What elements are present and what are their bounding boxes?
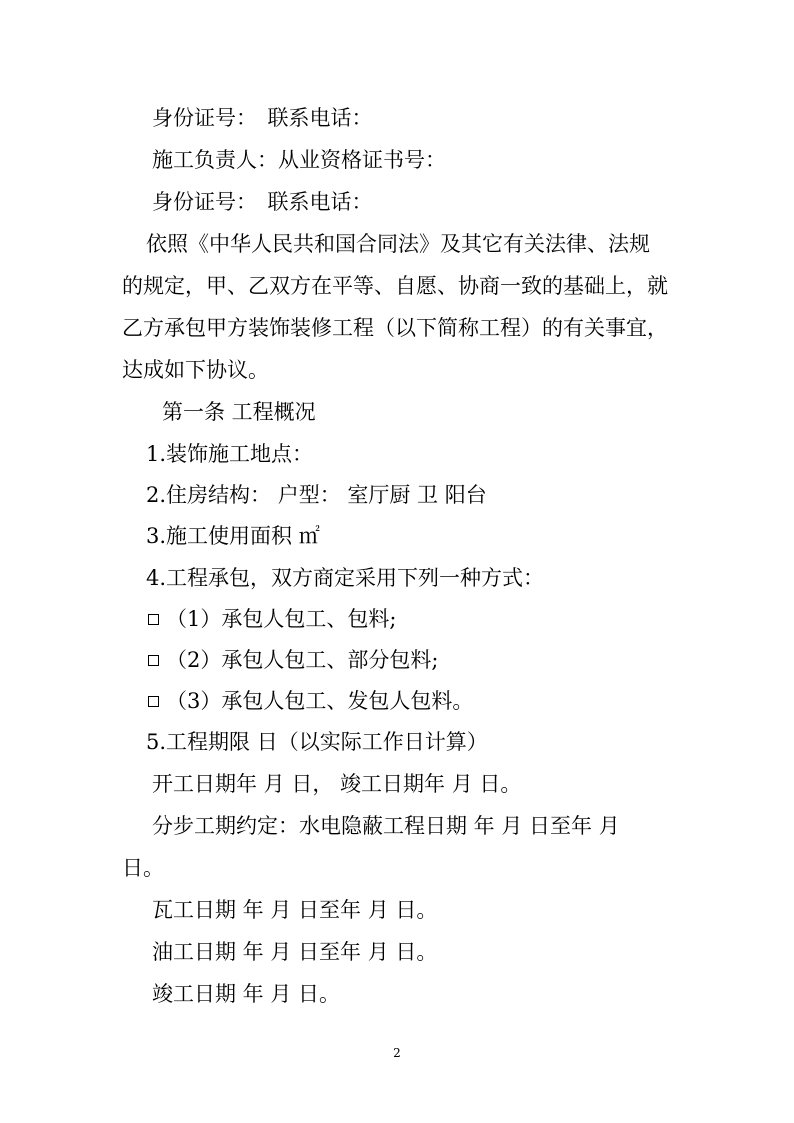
phase-plumbing-electrical-continued: 日。 xyxy=(122,856,164,880)
phase-tile-line: 瓦工日期 年 月 日至年 月 日。 xyxy=(152,898,438,922)
phase-plumbing-electrical-line: 分步工期约定：水电隐蔽工程日期 年 月 日至年 月 xyxy=(152,814,620,838)
option-3-line xyxy=(148,689,473,713)
construction-manager-line: 施工负责人：从业资格证书号： xyxy=(152,148,446,172)
id-phone-line-1: 身份证号： 联系电话： xyxy=(152,106,373,130)
option-1-checkbox[interactable] xyxy=(148,614,159,625)
option-2-label: （2）承包人包工、部分包料; xyxy=(166,648,439,672)
phase-paint-line: 油工日期 年 月 日至年 月 日。 xyxy=(152,940,438,964)
phase-completion-line: 竣工日期 年 月 日。 xyxy=(152,982,341,1006)
option-2-line xyxy=(148,648,438,672)
id-phone-line-2: 身份证号： 联系电话： xyxy=(152,190,373,214)
option-2-checkbox[interactable] xyxy=(148,655,159,666)
option-3-checkbox[interactable] xyxy=(148,696,159,707)
item-4-contract-mode: 4.工程承包，双方商定采用下列一种方式： xyxy=(146,566,545,590)
option-1-line xyxy=(148,607,396,631)
item-2-housing-structure: 2.住房结构： 户型： 室厅厨 卫 阳台 xyxy=(146,483,487,507)
start-end-dates-line: 开工日期年 月 日， 竣工日期年 月 日。 xyxy=(152,772,522,796)
item-3-usable-area: 3.施工使用面积 ㎡ xyxy=(146,524,320,548)
item-5-project-period: 5.工程期限 日（以实际工作日计算） xyxy=(146,730,488,754)
preamble-line-4: 达成如下协议。 xyxy=(122,358,269,382)
option-3-label: （3）承包人包工、发包人包料。 xyxy=(166,689,474,713)
preamble-line-3: 乙方承包甲方装饰装修工程（以下简称工程）的有关事宜， xyxy=(122,316,668,340)
option-1-label: （1）承包人包工、包料; xyxy=(166,607,397,631)
page-number: 2 xyxy=(393,1046,401,1060)
article-1-title: 第一条 工程概况 xyxy=(162,400,316,424)
preamble-line-2: 的规定，甲、乙双方在平等、自愿、协商一致的基础上，就 xyxy=(122,274,668,298)
preamble-line-1: 依照《中华人民共和国合同法》及其它有关法律、法规 xyxy=(146,232,650,256)
item-1-construction-site: 1.装饰施工地点： xyxy=(146,442,314,466)
